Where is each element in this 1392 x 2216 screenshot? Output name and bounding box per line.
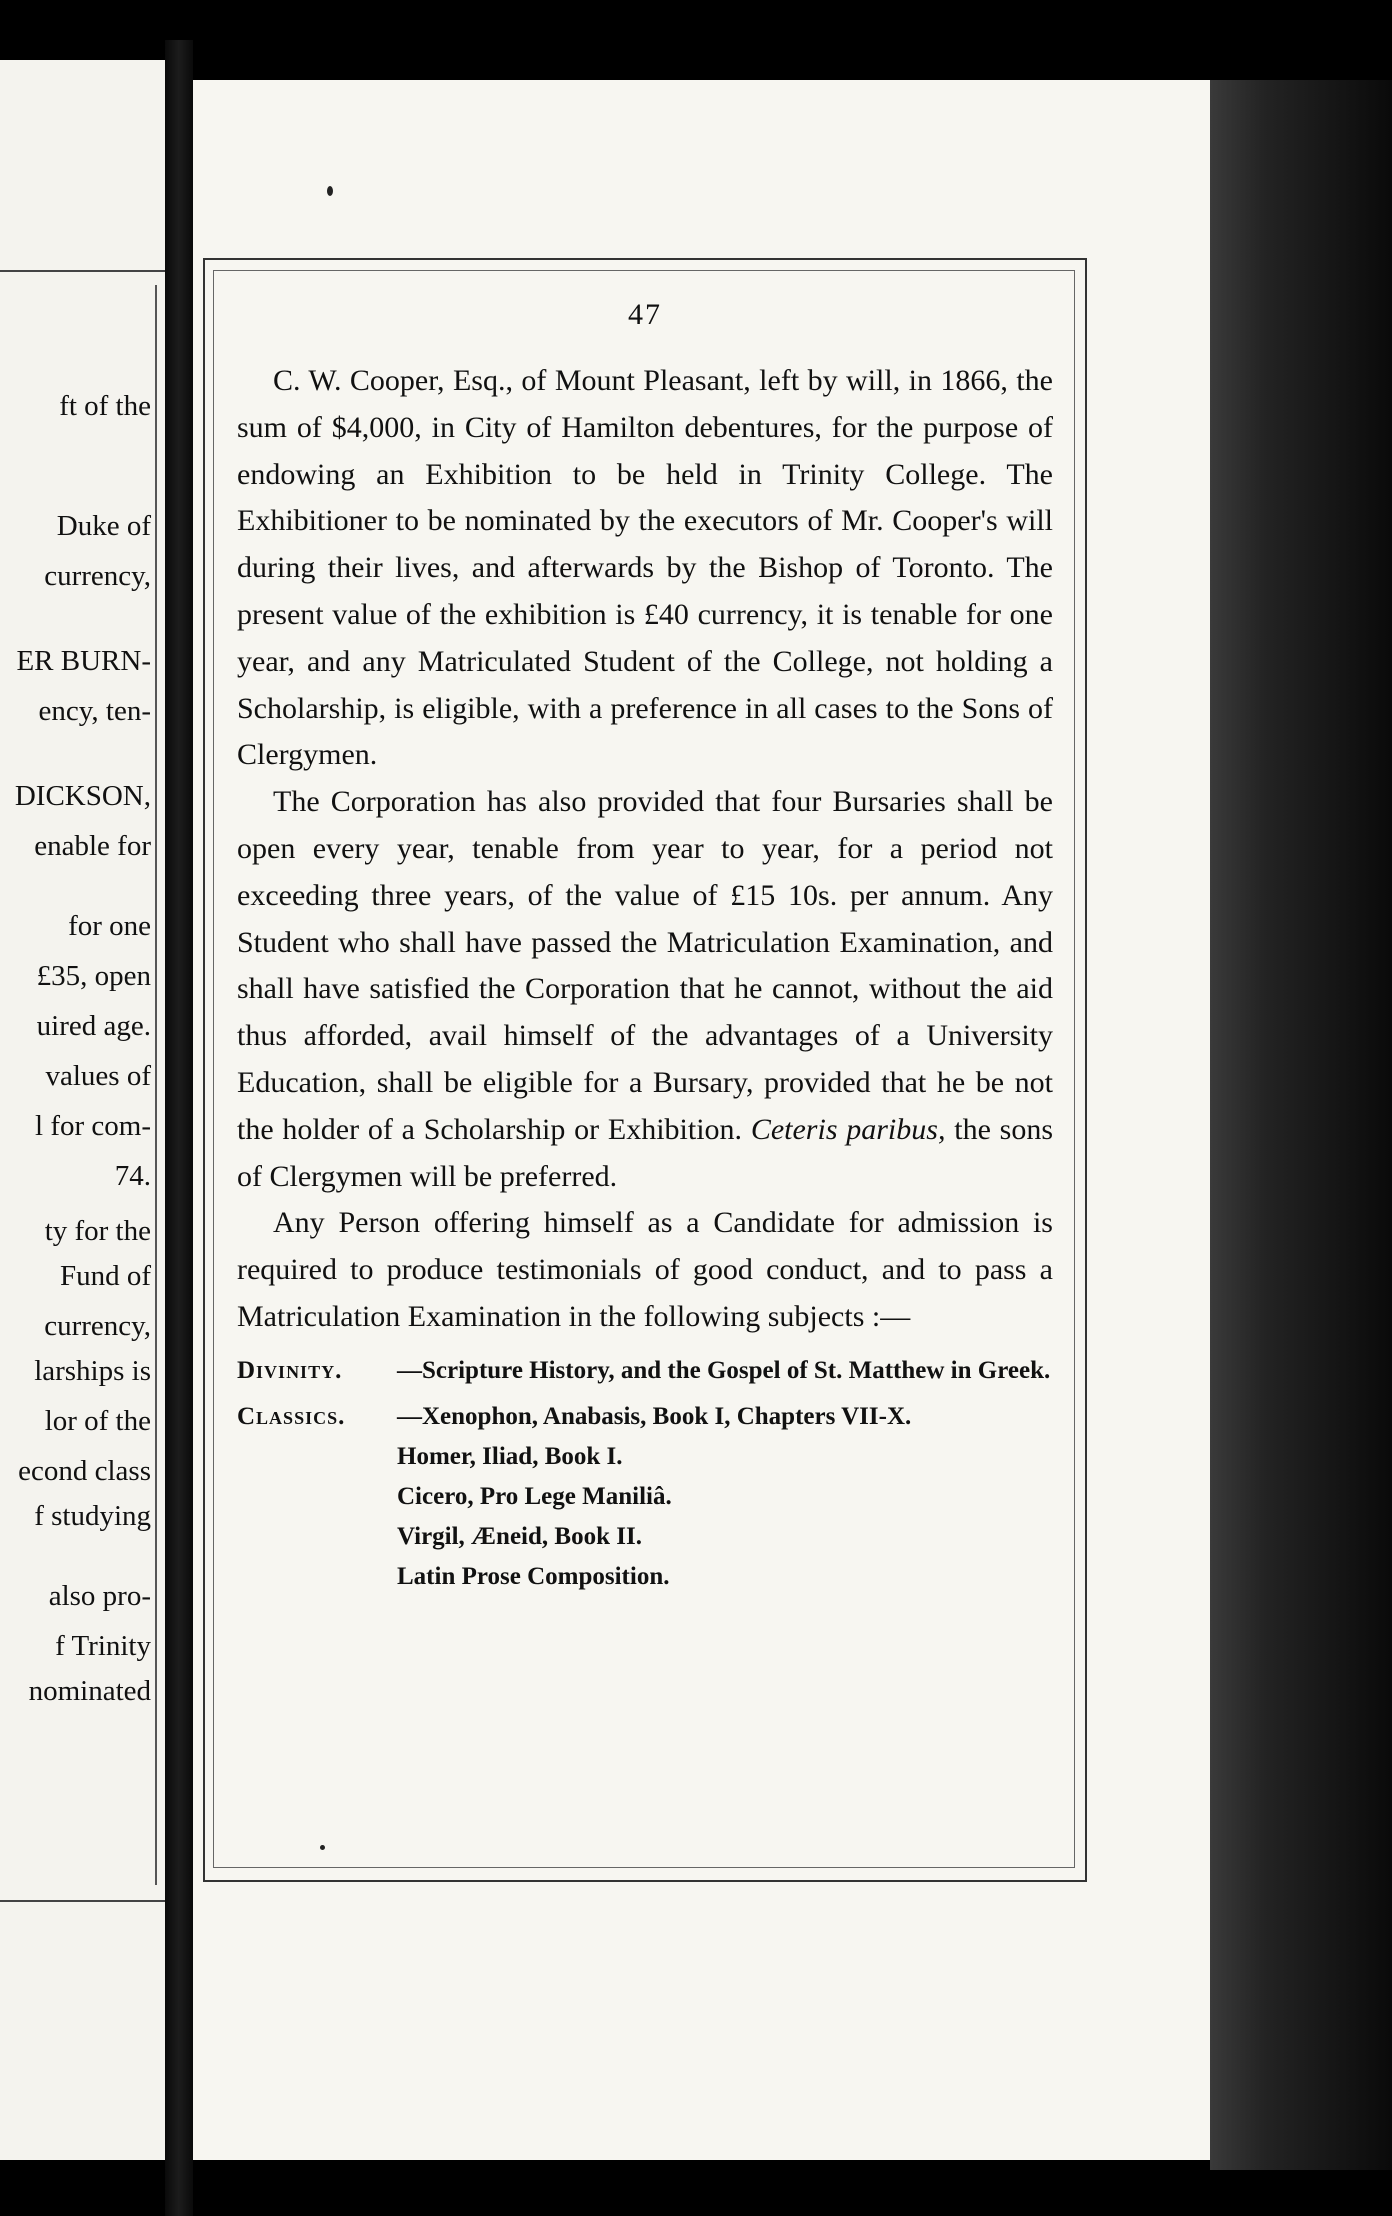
book-gutter <box>165 40 193 2216</box>
left-page-bottom-rule <box>0 1900 165 1902</box>
ink-speck <box>327 186 333 196</box>
left-page-line: f studying <box>34 1500 151 1532</box>
left-page-line: ft of the <box>59 390 151 422</box>
left-page-line: £35, open <box>36 960 151 992</box>
left-page-line: f Trinity <box>55 1630 151 1662</box>
classics-label: Classics. <box>237 1402 346 1430</box>
classics-item: Homer, Iliad, Book I. <box>397 1442 623 1470</box>
subject-divinity <box>237 1351 1053 1391</box>
left-page-frame-line <box>155 285 157 1885</box>
paragraph-admission: Any Person offering himself as a Candidate for admission is required to produce testimonials of good conduct, and to pass a Matriculation Examination in the following subjects :— <box>237 1206 1053 1333</box>
ink-speck <box>320 1845 325 1850</box>
left-page-line: uired age. <box>36 1010 151 1042</box>
left-page-line: larships is <box>34 1355 151 1387</box>
bursaries-text: The Corporation has also provided that four Bursaries shall be open every year, tenable from year to year, for a period not exceeding three years, of the value of £15 10s. per annum. Any Student who shall have passed the Matriculation Examination, and shall have satisfied the Corporation that he cannot, without the aid thus afforded, avail himself of the advantages of a University Education, shall be eligible for a Bursary, provided that he be not the holder of a Scholarship or Exhibition. <box>237 785 1053 1146</box>
left-page-line: Fund of <box>59 1260 151 1292</box>
left-page-line: 74. <box>114 1160 151 1192</box>
left-page-line: currency, <box>44 1310 151 1342</box>
bursaries-text-end: the sons of Clergymen will be preferred. <box>237 1112 1054 1193</box>
divinity-label: Divinity. <box>237 1356 343 1384</box>
left-page-line: values of <box>45 1060 151 1092</box>
paragraph-cooper-exhibition: C. W. Cooper, Esq., of Mount Pleasant, left by will, in 1866, the sum of $4,000, in City of Hamilton debentures, for the purpose of endowing an Exhibition to be held in Trinity College. The Exhibitioner to be nominated by the executors of Mr. Cooper's will during their lives, and afterwards by the Bishop of Toronto. The present value of the exhibition is £40 currency, it is tenable for one year, and any Matriculated Student of the College, not holding a Scholarship, is eligible, with a preference in all cases to the Sons of Clergymen. <box>237 364 1053 772</box>
page-number: 47 <box>628 298 662 331</box>
left-page-top-rule <box>0 270 165 272</box>
paragraph-bursaries <box>237 779 1053 1200</box>
left-page-line: DICKSON, <box>14 780 151 812</box>
left-page-line: l for com- <box>35 1110 151 1142</box>
page-content <box>237 298 1053 1597</box>
left-page-line: ency, ten- <box>38 695 151 727</box>
left-page-line: for one <box>68 910 151 942</box>
subjects-list <box>237 1351 1053 1597</box>
classics-item: Cicero, Pro Lege Maniliâ. <box>397 1482 672 1510</box>
divinity-text: —Scripture History, and the Gospel of St. Matthew in Greek. <box>397 1356 1051 1384</box>
left-page-line: enable for <box>34 830 151 862</box>
classics-items <box>397 1397 1053 1597</box>
book-page-edges <box>1210 80 1392 2170</box>
left-page-line: nominated <box>28 1675 151 1707</box>
left-page-line: currency, <box>44 560 151 592</box>
classics-item: —Xenophon, Anabasis, Book I, Chapters VII-X. <box>397 1402 912 1430</box>
left-page-line: also pro- <box>48 1580 151 1612</box>
subject-classics <box>237 1397 1053 1597</box>
classics-item: Latin Prose Composition. <box>397 1562 670 1590</box>
classics-item: Virgil, Æneid, Book II. <box>397 1522 642 1550</box>
left-page-line: ER BURN- <box>16 645 151 677</box>
ceteris-paribus: Ceteris paribus, <box>750 1112 946 1146</box>
left-facing-page <box>0 60 165 2160</box>
left-page-line: ty for the <box>44 1215 151 1247</box>
left-page-line: Duke of <box>56 510 151 542</box>
left-page-line: econd class <box>18 1455 151 1487</box>
left-page-line: lor of the <box>44 1405 151 1437</box>
